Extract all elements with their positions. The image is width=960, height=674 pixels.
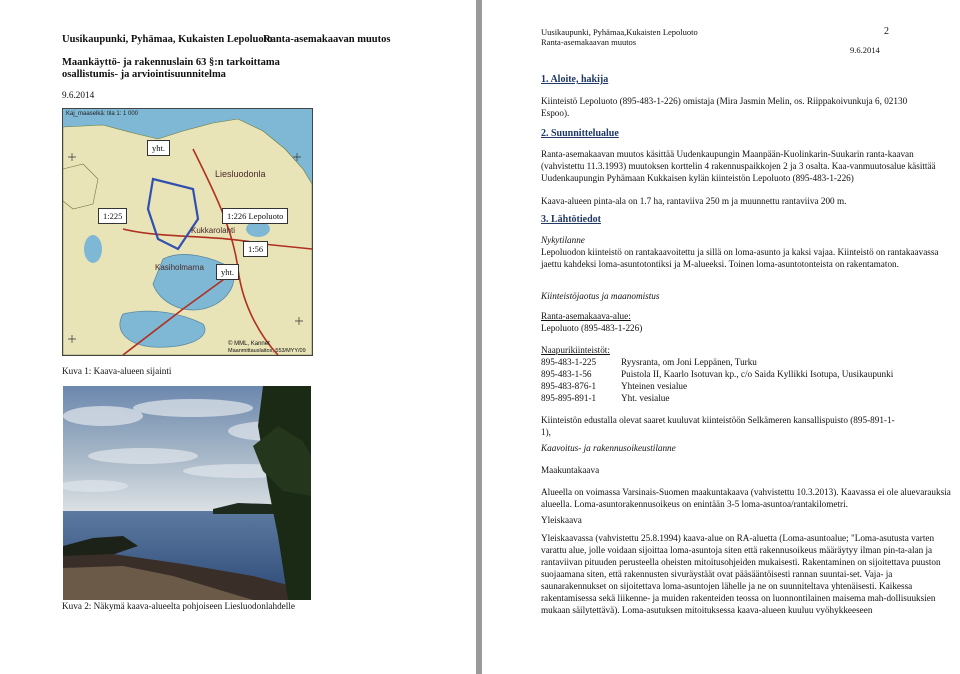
section-2-heading: 2. Suunnittelualue [541,128,619,139]
landscape-photo [63,386,311,600]
callout-yht-bottom: yht. [216,264,239,280]
neighbour-row-4-id: 895-895-891-1 [541,393,597,403]
ranta-alue-label: Ranta-asemakaava-alue: [541,311,631,321]
map-copyright [228,341,270,348]
header-line1: Uusikaupunki, Pyhämaa,Kukaisten Lepoluoto [541,27,698,37]
location-map [62,108,313,356]
neighbour-row-3-owner: Yhteinen vesialue [621,381,688,391]
section-1-text-line1: Kiinteistö Lepoluoto (895-483-1-226) omistaja (Mira Jasmin Melin, os. Riippakoivunkuja 6, 02130 [541,96,908,106]
callout-1-226-lepoluoto: 1:226 Lepoluoto [222,208,288,224]
header-line2: Ranta-asemakaavan muutos [541,37,637,47]
figure1-caption: Kuva 1: Kaava-alueen sijainti [62,366,172,376]
map-copyright-line1: © MML, Kannet [228,341,270,347]
neighbour-row-4-owner: Yht. vesialue [621,393,670,403]
date: 9.6.2014 [62,90,95,100]
map-graphic [63,109,312,355]
page-left [0,0,476,674]
neighbour-row-2-id: 895-483-1-56 [541,369,592,379]
saaret-text: Kiinteistön edustalla olevat saaret kuuluvat kiinteistöön Selkämeren kansallispuisto (895-891-1-1), [541,415,895,437]
figure2-caption: Kuva 2: Näkymä kaava-alueelta pohjoiseen Liesluodonlahdelle [62,601,295,611]
maakuntakaava-title: Maakuntakaava [541,465,600,475]
date: 9.6.2014 [850,45,880,55]
doc-title-line2: osallistumis- ja arviointisuunnitelma [62,69,226,80]
naapuri-label: Naapurikiinteistöt: [541,345,610,355]
photo-graphic [63,386,311,600]
neighbour-row-1-owner: Ryysranta, om Joni Leppänen, Turku [621,357,757,367]
map-copyright-line2: Maanmittauslaitos, 553/MYY/09 [228,348,306,354]
map-header-text: Kaj_maaselkä: tila 1: 1 000 [66,111,139,117]
neighbour-row-1-id: 895-483-1-225 [541,357,597,367]
section-2-paragraph-2: Kaava-alueen pinta-ala on 1.7 ha, rantaviiva 250 m ja muunnettu rantaviiva 200 m. [541,196,847,206]
callout-yht-top: yht. [147,140,170,156]
ranta-alue-value: Lepoluoto (895-483-1-226) [541,323,643,333]
maakuntakaava-text: Alueella on voimassa Varsinais-Suomen maakuntakaava (vahvistettu 10.3.2013). Kaavassa ei ole aluevarauksia alueella. Loma-asuntorakennusoikeus on enintään 3-5 loma-asuntoa/rantakilometri. [541,487,951,509]
section-1-text-line2: Espoo). [541,108,570,118]
yleiskaava-title: Yleiskaava [541,515,582,525]
page-number: 2 [884,26,889,37]
nykytilanne-text: Lepoluodon kiinteistö on rantakaavoitettu ja sillä on loma-asunto ja kaksi vajaa. Kiinteistö on rantakaavassa jaettu kahdeksi loma-asuntotontiksi ja M-alueeksi. Toinen loma-asuntotonteista on rakentamaton. [541,247,939,269]
section-1-heading: 1. Aloite, hakija [541,74,609,85]
section-3-heading: 3. Lähtötiedot [541,214,601,225]
doc-title-line1: Maankäyttö- ja rakennuslain 63 §:n tarkoittama [62,57,280,68]
neighbour-row-3-id: 895-483-876-1 [541,381,597,391]
header-right: Ranta-asemakaavan muutos [263,34,391,45]
kiinteistojaotus-title: Kiinteistöjaotus ja maanomistus [541,291,660,301]
map-label-kasiholmarna: Kasiholmarna [155,263,204,272]
yleiskaava-text: Yleiskaavassa (vahvistettu 25.8.1994) kaava-alue on RA-aluetta (Loma-asuntoalue; "Loma-asutusta varten varattu alue, jolle voidaan sijoittaa loma-asuntoja siten että rakennusoikeus määräytyy ilman pin-ta-alan ja rantaviivan pituuden perusteella oheisten mitoitusohjeiden mukaisesti. Rakentaminen on sijoitettava puuston suojaamana siten, että rakennusten sivuräystäät ovat pääsääntöisesti rannan suuntai-set. Vaja- ja saunarakennukset on sijoitettava loma-asuntojen lähelle ja ne on suunniteltava yhtenäisesti. Kaikessa rakentamisessa sekä liikenne- ja muiden rakenteiden teossa on luonnontilainen maisema mah-dollisuuksien mukaan säilytettävä). Loma-asutuksen mitoituksessa kaava-alueen kuuluu vyöhykkeeseen [541,533,941,615]
neighbour-row-2-owner: Puistola II, Kaarlo Isotuvan kp., c/o Saida Kyllikki Isotupa, Uusikaupunki [621,369,894,379]
page-right [482,0,960,674]
map-label-kukkarolahti: Kukkarolahti [191,226,236,235]
kaavoitus-title: Kaavoitus- ja rakennusoikeustilanne [541,443,676,453]
callout-1-225: 1:225 [98,208,127,224]
map-label-liesluodonla: Liesluodonla [215,169,266,179]
callout-1-56: 1:56 [243,241,268,257]
section-2-paragraph-1: Ranta-asemakaavan muutos käsittää Uudenkaupungin Maanpään-Kuolinkarin-Suukarin ranta-kaavan (vahvistettu 11.3.1993) muutoksen korttelin 4 rakennuspaikkojen 2 ja 3 osalta. Kaa-vanmuutosalue käsittää Uudenkaupungin Pyhämaan Kukkaisen kylän kiinteistön Lepoluoto (895-483-1-226) [541,149,936,183]
nykytilanne-title: Nykytilanne [541,235,585,245]
header-left: Uusikaupunki, Pyhämaa, Kukaisten Lepoluoto [62,34,273,45]
